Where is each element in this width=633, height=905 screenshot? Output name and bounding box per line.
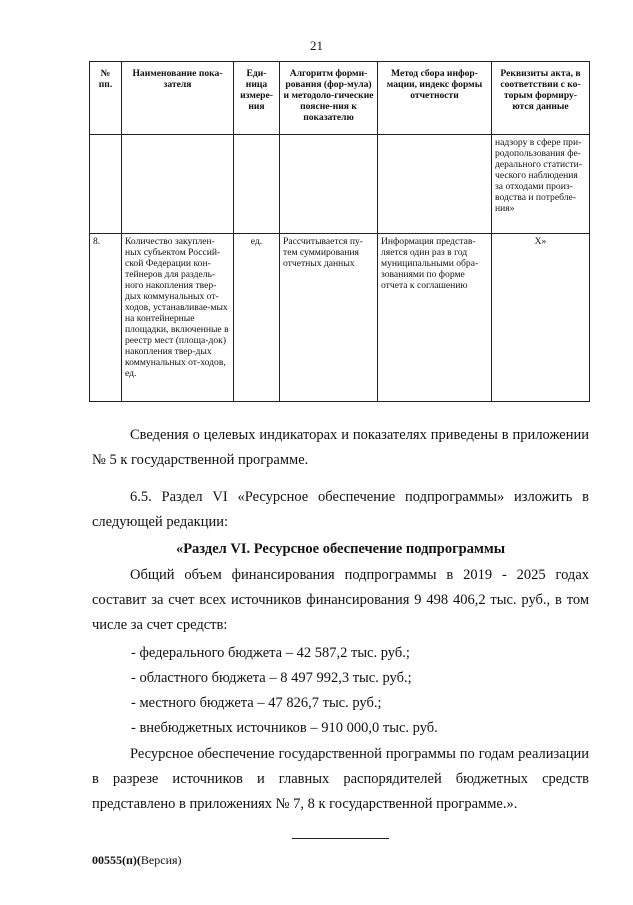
table-cell bbox=[234, 135, 280, 234]
cell-algorithm: Рассчитывается пу-тем суммирования отчетных данных bbox=[280, 234, 378, 402]
table-row bbox=[90, 135, 590, 234]
cell-unit: ед. bbox=[234, 234, 280, 402]
divider-line bbox=[292, 838, 389, 839]
funding-item-regional: - областного бюджета – 8 497 992,3 тыс. руб.; bbox=[131, 670, 412, 686]
cell-requisites-continued: надзору в сфере при-родопользования фе-дерального статисти-ческого наблюдения за отходами произ-водства и потребле-ния» bbox=[492, 135, 590, 234]
table-cell bbox=[122, 135, 234, 234]
paragraph-funding-total: Общий объем финансирования подпрограммы в 2019 - 2025 годах составит за счет всех источников финансирования 9 498 406,2 тыс. руб., в том числе за счет средств: bbox=[92, 567, 589, 633]
footer-document-code bbox=[92, 853, 182, 868]
paragraph-indicators-reference: Сведения о целевых индикаторах и показателях приведены в приложении № 5 к государственной программе. bbox=[92, 427, 589, 468]
table-header-row bbox=[90, 62, 590, 135]
header-indicator-name: Наименование пока-зателя bbox=[122, 62, 234, 135]
footer-code: 00555(п)( bbox=[92, 853, 141, 867]
table-cell bbox=[280, 135, 378, 234]
header-unit: Еди-ница измере-ния bbox=[234, 62, 280, 135]
table-row bbox=[90, 234, 590, 402]
header-collection-method: Метод сбора инфор-мации, индекс формы отчетности bbox=[378, 62, 492, 135]
table-cell bbox=[378, 135, 492, 234]
cell-act-requisites: Х» bbox=[492, 234, 590, 402]
table-cell bbox=[90, 135, 122, 234]
indicators-table bbox=[89, 61, 590, 402]
paragraph-resource-provision: Ресурсное обеспечение государственной программы по годам реализации в разрезе источников и главных распорядителей бюджетных средств представлено в приложениях № 7, 8 к государственной программе.». bbox=[92, 746, 589, 812]
funding-item-extrabudgetary: - внебюджетных источников – 910 000,0 тыс. руб. bbox=[131, 720, 438, 736]
funding-item-local: - местного бюджета – 47 826,7 тыс. руб.; bbox=[131, 695, 382, 711]
section-heading: «Раздел VI. Ресурсное обеспечение подпрограммы bbox=[175, 541, 506, 557]
header-algorithm: Алгоритм форми-рования (фор-мула) и методоло-гические поясне-ния к показателю bbox=[280, 62, 378, 135]
header-number: № пп. bbox=[90, 62, 122, 135]
cell-collection-method: Информация представ-ляется один раз в год муниципальными обра-зованиями по форме отчета к соглашению bbox=[378, 234, 492, 402]
page-number: 21 bbox=[310, 38, 323, 53]
footer-version: Версия) bbox=[140, 853, 182, 867]
paragraph-section-amendment: 6.5. Раздел VI «Ресурсное обеспечение подпрограммы» изложить в следующей редакции: bbox=[92, 489, 589, 530]
funding-item-federal: - федерального бюджета – 42 587,2 тыс. руб.; bbox=[131, 645, 410, 661]
header-act-requisites: Реквизиты акта, в соответствии с ко-торым формиру-ются данные bbox=[492, 62, 590, 135]
cell-number: 8. bbox=[90, 234, 122, 402]
cell-indicator-name: Количество закуплен-ных субъектом Россий-ской Федерации кон-тейнеров для раздель-ного накопления твер-дых коммунальных от-ходов, устанавливае-мых на контейнерные площадки, включенные в реестр мест (площа-док) накопления твер-дых коммунальных от-ходов, ед. bbox=[122, 234, 234, 402]
